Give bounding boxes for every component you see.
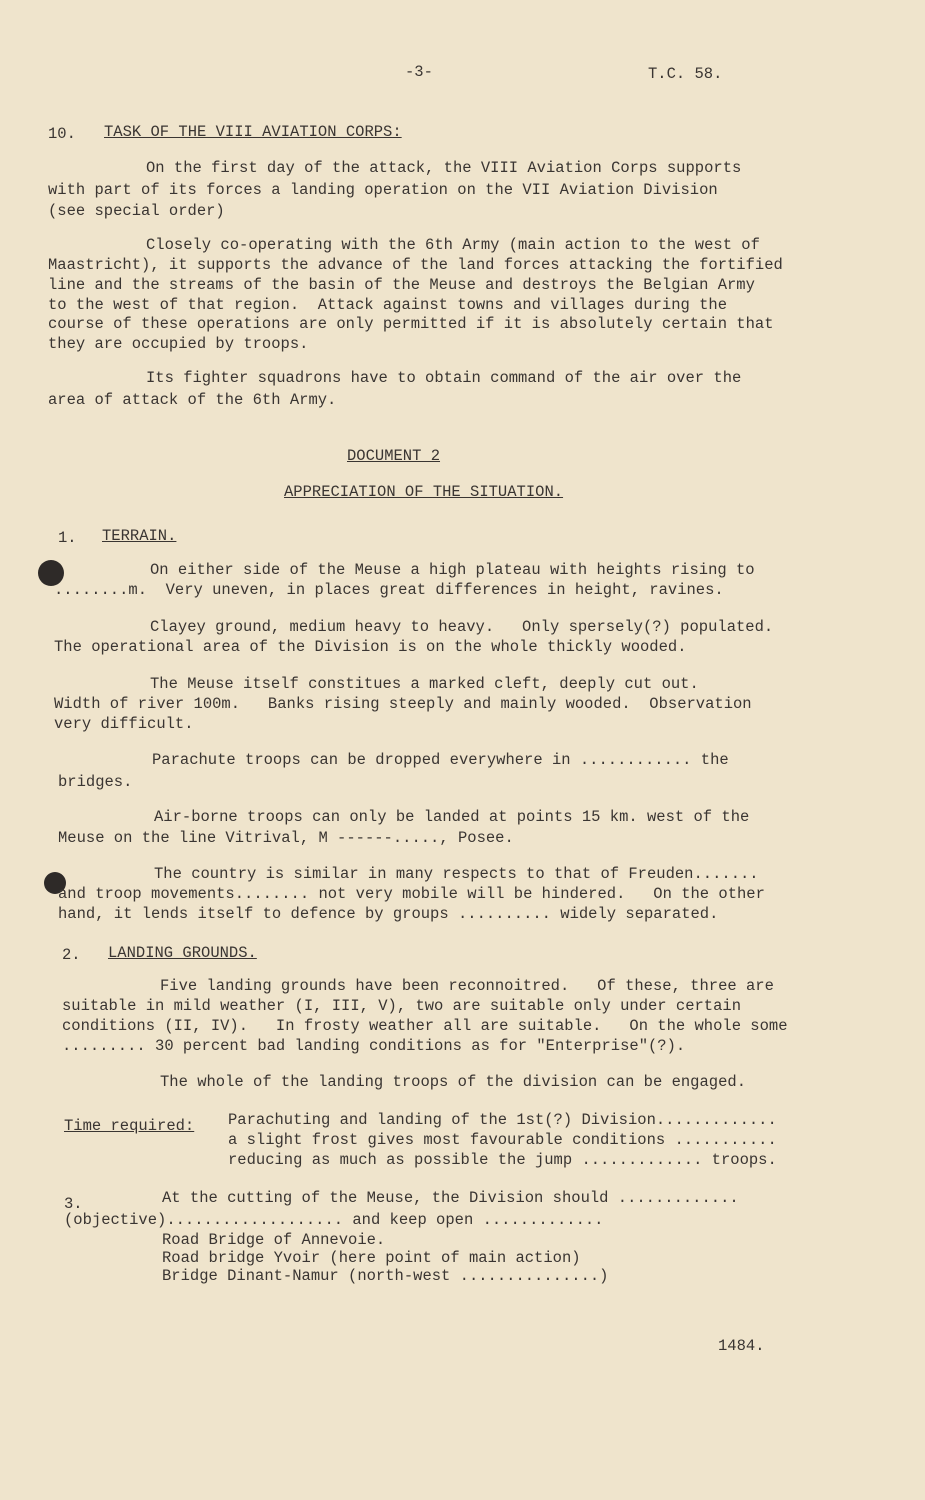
section-2-p1-line-4: ......... 30 percent bad landing conditions as for "Enterprise"(?). <box>62 1037 686 1055</box>
time-required-line-1: Parachuting and landing of the 1st(?) Division............. <box>228 1111 777 1129</box>
section-10-p3-line-2: area of attack of the 6th Army. <box>48 391 337 409</box>
section-10-number: 10. <box>48 125 76 143</box>
section-1-heading: TERRAIN. <box>102 527 177 545</box>
time-required-line-2: a slight frost gives most favourable conditions ........... <box>228 1131 777 1149</box>
section-10-p1-line-1: On the first day of the attack, the VIII Aviation Corps supports <box>146 159 742 177</box>
section-1-p2-line-1: Clayey ground, medium heavy to heavy. Only spersely(?) populated. <box>150 618 774 636</box>
section-3-line-1: At the cutting of the Meuse, the Division should ............. <box>162 1189 739 1207</box>
section-2-p1-line-3: conditions (II, IV). In frosty weather all are suitable. On the whole some <box>62 1017 788 1035</box>
section-10-heading: TASK OF THE VIII AVIATION CORPS: <box>104 123 402 141</box>
section-10-p2-line-1: Closely co-operating with the 6th Army (main action to the west of <box>146 236 760 254</box>
section-2-p1-line-2: suitable in mild weather (I, III, V), two are suitable only under certain <box>62 997 742 1015</box>
section-1-p6-line-3: hand, it lends itself to defence by groups .......... widely separated. <box>58 905 719 923</box>
section-1-p4-line-2: bridges. <box>58 773 133 791</box>
section-1-p5-line-2: Meuse on the line Vitrival, M ------....., Posee. <box>58 829 514 847</box>
section-1-p3-line-3: very difficult. <box>54 715 194 733</box>
section-1-p2-line-2: The operational area of the Division is on the whole thickly wooded. <box>54 638 687 656</box>
time-required-label: Time required: <box>64 1117 195 1135</box>
section-10-p2-line-3: line and the streams of the basin of the Meuse and destroys the Belgian Army <box>48 276 755 294</box>
section-1-p6-line-1: The country is similar in many respects to that of Freuden....... <box>154 865 759 883</box>
section-10-p1-line-2: with part of its forces a landing operation on the VII Aviation Division <box>48 181 718 199</box>
section-10-p2-line-6: they are occupied by troops. <box>48 335 309 353</box>
section-10-p1-line-3: (see special order) <box>48 202 225 220</box>
section-1-number: 1. <box>58 529 77 547</box>
section-3-line-4: Road bridge Yvoir (here point of main action) <box>162 1249 581 1267</box>
section-2-p2-line-1: The whole of the landing troops of the division can be engaged. <box>160 1073 746 1091</box>
section-1-p5-line-1: Air-borne troops can only be landed at points 15 km. west of the <box>154 808 750 826</box>
section-10-p2-line-4: to the west of that region. Attack against towns and villages during the <box>48 296 728 314</box>
section-10-p2-line-5: course of these operations are only permitted if it is absolutely certain that <box>48 315 774 333</box>
section-2-p1-line-1: Five landing grounds have been reconnoitred. Of these, three are <box>160 977 774 995</box>
document-reference: T.C. 58. <box>648 65 723 83</box>
time-required-line-3: reducing as much as possible the jump ............. troops. <box>228 1151 777 1169</box>
section-3-line-3: Road Bridge of Annevoie. <box>162 1231 386 1249</box>
section-1-p6-line-2: and troop movements........ not very mobile will be hindered. On the other <box>58 885 765 903</box>
section-1-p3-line-2: Width of river 100m. Banks rising steeply and mainly wooded. Observation <box>54 695 752 713</box>
section-3-line-2: (objective)................... and keep open ............. <box>64 1211 604 1229</box>
section-2-number: 2. <box>62 946 81 964</box>
document-subtitle: APPRECIATION OF THE SITUATION. <box>284 483 564 501</box>
section-2-heading: LANDING GROUNDS. <box>108 944 257 962</box>
document-title: DOCUMENT 2 <box>347 447 441 465</box>
section-3-number: 3. <box>64 1195 83 1213</box>
stamp-number: 1484. <box>718 1337 765 1355</box>
section-10-p3-line-1: Its fighter squadrons have to obtain command of the air over the <box>146 369 742 387</box>
section-10-p2-line-2: Maastricht), it supports the advance of the land forces attacking the fortified <box>48 256 783 274</box>
section-3-line-5: Bridge Dinant-Namur (north-west ...............) <box>162 1267 609 1285</box>
section-1-p4-line-1: Parachute troops can be dropped everywhere in ............ the <box>152 751 729 769</box>
section-1-p1-line-1: On either side of the Meuse a high plateau with heights rising to <box>150 561 755 579</box>
section-1-p3-line-1: The Meuse itself constitues a marked cleft, deeply cut out. <box>150 675 699 693</box>
page-number: -3- <box>405 63 433 81</box>
section-1-p1-line-2: ........m. Very uneven, in places great differences in height, ravines. <box>54 581 724 599</box>
